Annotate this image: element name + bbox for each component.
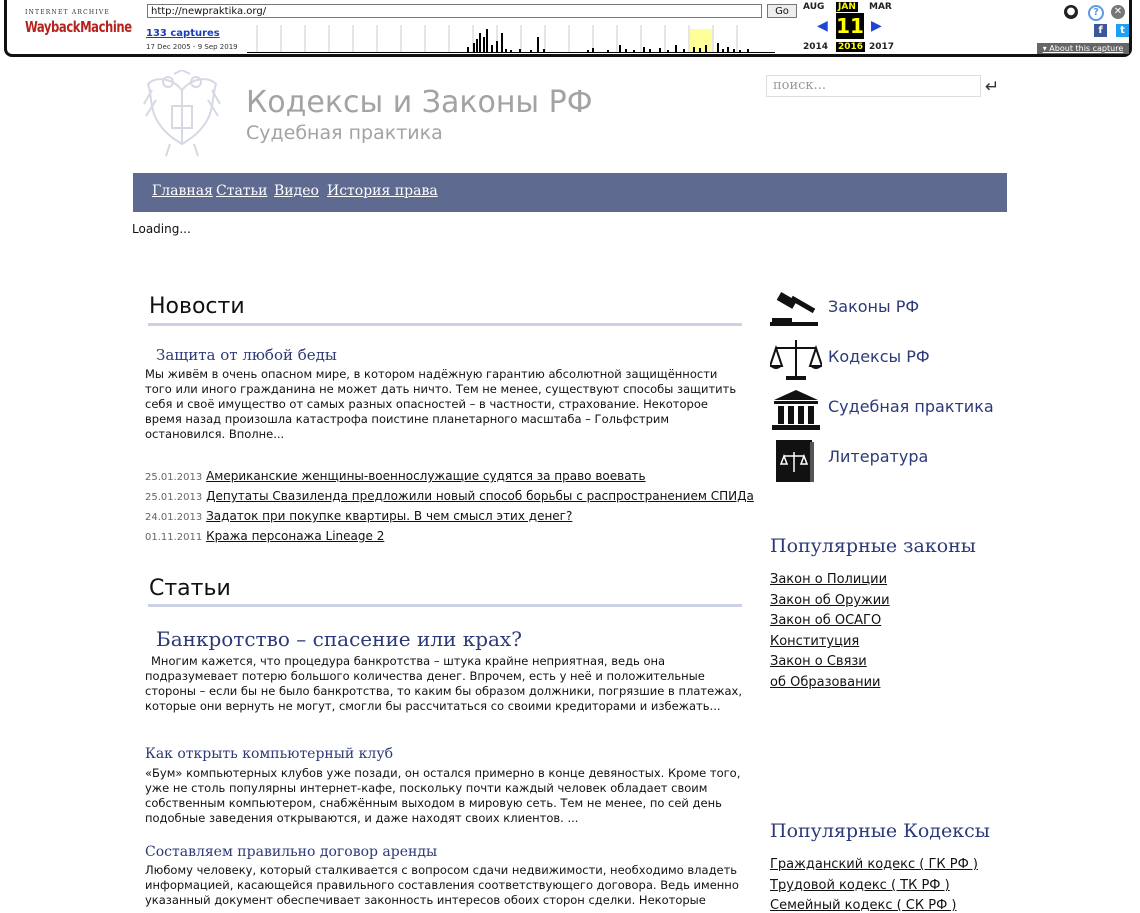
prev-capture-arrow-icon[interactable]: ◀	[817, 18, 828, 34]
news-divider	[148, 323, 742, 326]
category-label: Судебная практика	[828, 397, 994, 416]
coat-of-arms-logo	[142, 70, 222, 158]
about-capture-label: About this capture	[1049, 44, 1124, 53]
news-link[interactable]: Задаток при покупке квартиры. В чем смысл этих денег?	[206, 509, 573, 523]
article-title[interactable]: Как открыть компьютерный клуб	[145, 746, 393, 762]
search-input[interactable]: поиск...	[766, 75, 981, 97]
news-date: 25.01.2013	[145, 472, 203, 483]
capture-date-range: 17 Dec 2005 - 9 Sep 2019	[146, 43, 238, 51]
user-account-icon[interactable]: ●	[1064, 5, 1078, 19]
news-item[interactable]	[145, 469, 646, 483]
popular-code-link[interactable]: Гражданский кодекс ( ГК РФ )	[770, 857, 978, 872]
wayback-toolbar	[4, 0, 1132, 57]
nav-item-home[interactable]: Главная	[152, 183, 213, 199]
gavel-icon	[770, 288, 822, 332]
main-nav	[133, 173, 1007, 212]
twitter-icon[interactable]: t	[1116, 24, 1129, 37]
year-current: 2016	[838, 42, 864, 52]
about-capture-link[interactable]: ▾ About this capture	[1037, 43, 1129, 54]
nav-item-video[interactable]: Видео	[274, 183, 319, 199]
capture-day: 11	[836, 14, 864, 38]
article-feature-text: Многим кажется, что процедура банкротства – штука крайне неприятная, ведь она подразумевает потерю большого количества денег. Впрочем, есть у неё и положительные стороны – если бы не было банкротства, то каким бы образом должники, погрязшие в платежах, которые они вернуть не могут, смогли бы рассчитаться со своими кредиторами и избежать...	[145, 654, 743, 713]
popular-law-link[interactable]: Закон об ОСАГО	[770, 613, 882, 628]
popular-law-link[interactable]: Конституция	[770, 634, 860, 649]
scales-icon	[770, 338, 822, 382]
popular-code-link[interactable]: Семейный кодекс ( СК РФ )	[770, 898, 957, 913]
news-feature-text: Мы живём в очень опасном мире, в котором надёжную гарантию абсолютной защищённости того или иного гражданина не может дать ничто. Тем не менее, существуют способы защитить себя и своё имущество от самых разных опасностей – в частности, страхование. Некоторое время назад произошла катастрофа поистине планетарного масштаба – Гольфстрим остановился. Вполне...	[145, 367, 737, 441]
news-item[interactable]	[145, 509, 572, 523]
month-next[interactable]: MAR	[869, 2, 892, 12]
articles-heading: Статьи	[149, 576, 231, 601]
month-current: JAN	[838, 2, 856, 12]
category-label: Кодексы РФ	[828, 347, 930, 366]
captures-sparkline[interactable]	[247, 25, 775, 53]
year-prev[interactable]: 2014	[803, 42, 829, 52]
nav-item-articles[interactable]: Статьи	[216, 183, 268, 199]
popular-codes-heading: Популярные Кодексы	[770, 820, 990, 842]
article-text: Любому человеку, который сталкивается с вопросом сдачи недвижимости, необходимо владеть информацией, касающейся правильного составления соответствующего договора. Ведь именно указанный документ обеспечивает законность интересов обоих сторон сделки. Некоторые	[145, 863, 739, 907]
search-submit-icon[interactable]: ↵	[985, 77, 1000, 97]
popular-law-link[interactable]: Закон о Связи	[770, 654, 867, 669]
news-link[interactable]: Депутаты Свазиленда предложили новый способ борьбы с распространением СПИДа	[206, 489, 754, 503]
article-title[interactable]: Составляем правильно договор аренды	[145, 844, 438, 860]
next-capture-arrow-icon[interactable]: ▶	[871, 18, 882, 34]
news-link[interactable]: Кража персонажа Lineage 2	[206, 529, 385, 543]
go-button[interactable]: Go	[767, 4, 797, 18]
captures-link[interactable]: 133 captures	[146, 28, 220, 39]
popular-code-link[interactable]: Трудовой кодекс ( ТК РФ )	[770, 878, 950, 893]
year-next[interactable]: 2017	[869, 42, 895, 52]
month-prev[interactable]: AUG	[803, 2, 825, 12]
news-heading: Новости	[149, 294, 245, 319]
wayback-logo[interactable]: WaybackMachine	[25, 18, 102, 40]
news-item[interactable]	[145, 529, 384, 543]
wayback-logo-caption: INTERNET ARCHIVE	[25, 9, 111, 16]
courthouse-icon	[770, 388, 822, 432]
news-date: 01.11.2011	[145, 532, 203, 543]
wayback-url-input[interactable]: http://newpraktika.org/	[147, 4, 762, 18]
category-label: Законы РФ	[828, 297, 920, 316]
category-label: Литература	[828, 447, 929, 466]
news-link[interactable]: Американские женщины-военнослужащие судятся за право воевать	[206, 469, 646, 483]
article-text: «Бум» компьютерных клубов уже позади, он остался примерно в конце девяностых. Кроме того, уже не столь популярны интернет-кафе, поскольку почти каждый человек обладает своим собственным компьютером, снабжённым выходом в мировую сеть. Тем не менее, по сей день подобные заведения открываются, и даже находят своих клиентов. ...	[145, 766, 741, 825]
news-date: 24.01.2013	[145, 512, 203, 523]
news-item[interactable]	[145, 489, 754, 503]
close-icon[interactable]: ✕	[1111, 5, 1125, 19]
article-feature-title[interactable]: Банкротство – спасение или крах?	[156, 627, 522, 651]
law-book-icon	[770, 438, 822, 482]
site-title[interactable]: Кодексы и Законы РФ	[246, 85, 593, 120]
nav-item-law-history[interactable]: История права	[327, 183, 438, 199]
popular-law-link[interactable]: об Образовании	[770, 675, 881, 690]
help-icon[interactable]: ?	[1088, 5, 1104, 21]
popular-law-link[interactable]: Закон о Полиции	[770, 572, 888, 587]
news-feature-title[interactable]: Защита от любой беды	[156, 346, 337, 364]
loading-text: Loading...	[132, 222, 191, 236]
site-subtitle: Судебная практика	[246, 122, 443, 144]
popular-laws-heading: Популярные законы	[770, 535, 976, 557]
popular-law-link[interactable]: Закон об Оружии	[770, 593, 890, 608]
news-date: 25.01.2013	[145, 492, 203, 503]
articles-divider	[148, 604, 742, 607]
facebook-icon[interactable]: f	[1094, 24, 1107, 37]
